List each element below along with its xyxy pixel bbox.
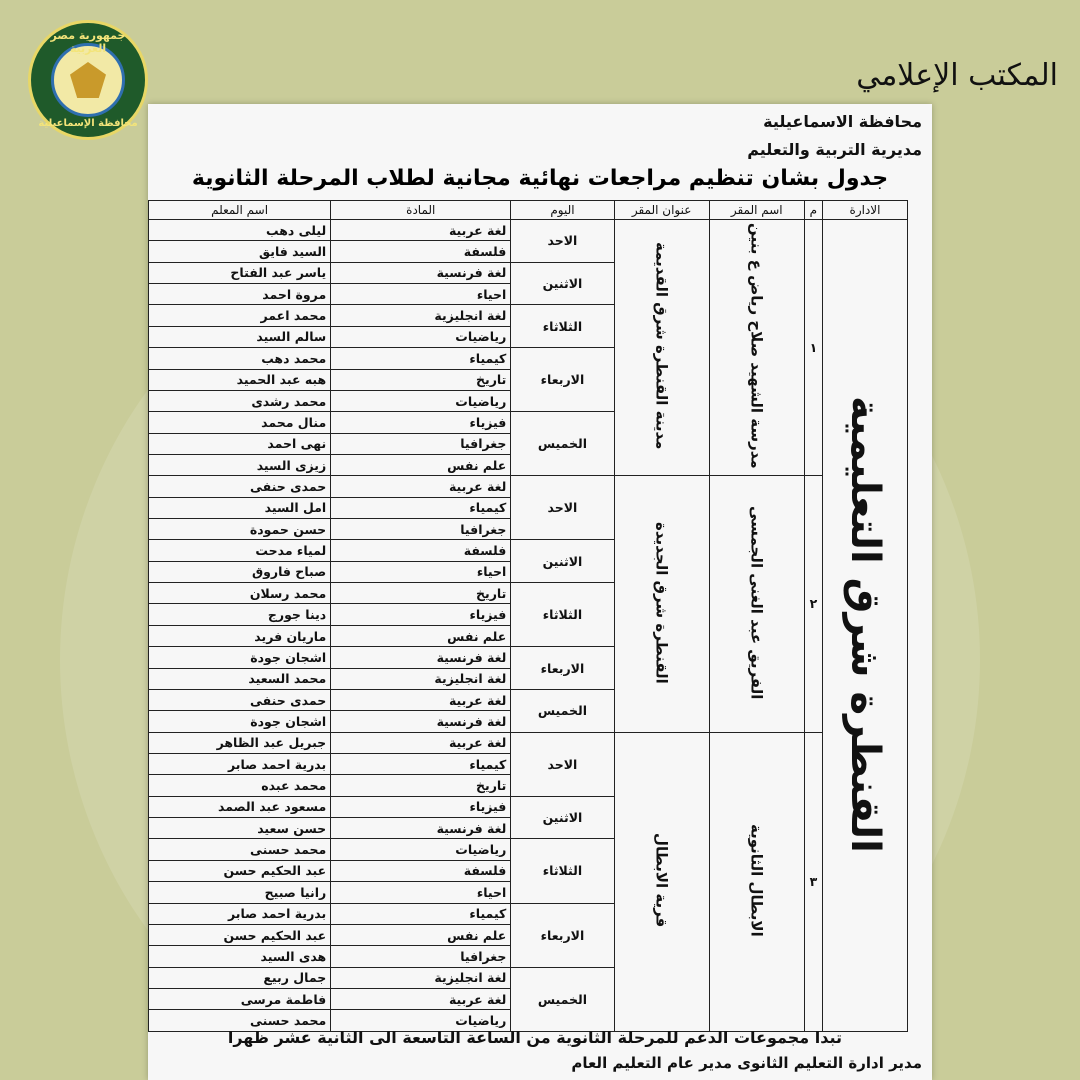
- site-address: القنطرة شرق الجديدة: [652, 521, 671, 684]
- subject-cell: رياضيات: [331, 1010, 511, 1032]
- teacher-cell: حسن سعيد: [149, 818, 331, 839]
- eagle-icon: [70, 62, 106, 98]
- teacher-cell: محمد السعيد: [149, 668, 331, 689]
- site-number-cell: [804, 476, 822, 732]
- table-row: [149, 476, 908, 497]
- day-cell: الثلاثاء: [511, 305, 614, 348]
- subject-cell: علم نفس: [331, 924, 511, 945]
- teacher-cell: فاطمة مرسى: [149, 988, 331, 1009]
- admin-name: القنطرة شرق التعليمية: [842, 395, 888, 853]
- subject-cell: تاريخ: [331, 369, 511, 390]
- subject-cell: لغة عربية: [331, 476, 511, 497]
- subject-cell: لغة انجليزية: [331, 668, 511, 689]
- site-name-cell: [709, 220, 804, 476]
- teacher-cell: حمدى حنفى: [149, 689, 331, 710]
- subject-cell: تاريخ: [331, 583, 511, 604]
- admin-cell: [823, 220, 908, 1032]
- subject-cell: تاريخ: [331, 775, 511, 796]
- day-cell: الاحد: [511, 476, 614, 540]
- subject-cell: فلسفة: [331, 241, 511, 262]
- governorate-logo: [28, 20, 148, 140]
- site-name-cell: [709, 476, 804, 732]
- governorate-heading: محافظة الاسماعيلية: [763, 112, 922, 131]
- subject-cell: فيزياء: [331, 412, 511, 433]
- subject-cell: لغة فرنسية: [331, 262, 511, 283]
- subject-cell: فلسفة: [331, 540, 511, 561]
- day-cell: الاثنين: [511, 540, 614, 583]
- table-header-row: [149, 201, 908, 220]
- subject-cell: لغة انجليزية: [331, 305, 511, 326]
- subject-cell: احياء: [331, 284, 511, 305]
- subject-cell: فلسفة: [331, 860, 511, 881]
- day-cell: الاربعاء: [511, 348, 614, 412]
- day-cell: الثلاثاء: [511, 583, 614, 647]
- subject-cell: لغة عربية: [331, 220, 511, 241]
- teacher-cell: ياسر عبد الفتاح: [149, 262, 331, 283]
- teacher-cell: لمياء مدحت: [149, 540, 331, 561]
- subject-cell: رياضيات: [331, 390, 511, 411]
- teacher-cell: امل السيد: [149, 497, 331, 518]
- day-cell: الاثنين: [511, 262, 614, 305]
- teacher-cell: السيد فايق: [149, 241, 331, 262]
- teacher-cell: بدرية احمد صابر: [149, 903, 331, 924]
- teacher-cell: نهى احمد: [149, 433, 331, 454]
- subject-cell: كيمياء: [331, 348, 511, 369]
- teacher-cell: مروة احمد: [149, 284, 331, 305]
- day-cell: الاحد: [511, 220, 614, 263]
- subject-cell: لغة عربية: [331, 689, 511, 710]
- teacher-cell: اشجان جودة: [149, 711, 331, 732]
- subject-cell: رياضيات: [331, 839, 511, 860]
- directorate-heading: مديرية التربية والتعليم: [747, 140, 922, 159]
- teacher-cell: محمد رشدى: [149, 390, 331, 411]
- site-name: الابطال الثانوية: [747, 823, 766, 937]
- teacher-cell: جبريل عبد الظاهر: [149, 732, 331, 753]
- media-office-label: المكتب الإعلامي: [856, 58, 1058, 93]
- teacher-cell: اشجان جودة: [149, 647, 331, 668]
- header-admin: الادارة: [823, 201, 908, 220]
- site-address: قرية الابطال: [652, 833, 671, 928]
- site-address-cell: [614, 732, 709, 1031]
- subject-cell: علم نفس: [331, 625, 511, 646]
- site-number: ١: [809, 340, 818, 356]
- teacher-cell: سالم السيد: [149, 326, 331, 347]
- teacher-cell: بدرية احمد صابر: [149, 753, 331, 774]
- header-teacher: اسم المعلم: [149, 201, 331, 220]
- teacher-cell: ليلى دهب: [149, 220, 331, 241]
- site-number: ٣: [809, 874, 818, 890]
- header-subject: المادة: [331, 201, 511, 220]
- subject-cell: لغة عربية: [331, 988, 511, 1009]
- subject-cell: كيمياء: [331, 497, 511, 518]
- site-name: الفريق عبد الغنى الجمسى: [747, 505, 766, 700]
- subject-cell: علم نفس: [331, 454, 511, 475]
- site-address-cell: [614, 476, 709, 732]
- logo-text-top: جمهورية مصر العربية: [50, 29, 126, 55]
- teacher-cell: دينا جورج: [149, 604, 331, 625]
- table-row: [149, 732, 908, 753]
- teacher-cell: جمال ربيع: [149, 967, 331, 988]
- subject-cell: لغة انجليزية: [331, 967, 511, 988]
- schedule-document: [148, 104, 932, 1080]
- signature-line: مدير ادارة التعليم الثانوى مدير عام التعليم العام: [571, 1054, 922, 1072]
- teacher-cell: حسن حمودة: [149, 519, 331, 540]
- logo-text-bottom: محافظة الإسماعيلية: [38, 118, 138, 129]
- subject-cell: لغة عربية: [331, 732, 511, 753]
- day-cell: الاربعاء: [511, 903, 614, 967]
- teacher-cell: محمد دهب: [149, 348, 331, 369]
- header-site: اسم المقر: [709, 201, 804, 220]
- table-row: [149, 220, 908, 241]
- day-cell: الخميس: [511, 412, 614, 476]
- subject-cell: رياضيات: [331, 326, 511, 347]
- day-cell: الاربعاء: [511, 647, 614, 690]
- footer-note: تبدا مجموعات الدعم للمرحلة الثانوية من الساعة التاسعة الى الثانية عشر ظهرا: [227, 1028, 842, 1047]
- teacher-cell: محمد حسنى: [149, 1010, 331, 1032]
- teacher-cell: صباح فاروق: [149, 561, 331, 582]
- teacher-cell: حمدى حنفى: [149, 476, 331, 497]
- teacher-cell: محمد حسنى: [149, 839, 331, 860]
- teacher-cell: محمد رسلان: [149, 583, 331, 604]
- subject-cell: احياء: [331, 882, 511, 903]
- teacher-cell: محمد عبده: [149, 775, 331, 796]
- teacher-cell: رانيا صبيح: [149, 882, 331, 903]
- day-cell: الخميس: [511, 967, 614, 1031]
- teacher-cell: زيزى السيد: [149, 454, 331, 475]
- subject-cell: كيمياء: [331, 753, 511, 774]
- site-name: مدرسة الشهيد صلاح رياض ع بنين: [747, 223, 766, 469]
- teacher-cell: منال محمد: [149, 412, 331, 433]
- subject-cell: فيزياء: [331, 604, 511, 625]
- teacher-cell: عبد الحكيم حسن: [149, 924, 331, 945]
- subject-cell: لغة فرنسية: [331, 711, 511, 732]
- teacher-cell: مسعود عبد الصمد: [149, 796, 331, 817]
- teacher-cell: عبد الحكيم حسن: [149, 860, 331, 881]
- subject-cell: احياء: [331, 561, 511, 582]
- subject-cell: فيزياء: [331, 796, 511, 817]
- site-number-cell: [804, 220, 822, 476]
- header-address: عنوان المقر: [614, 201, 709, 220]
- subject-cell: لغة فرنسية: [331, 647, 511, 668]
- header-num: م: [804, 201, 822, 220]
- teacher-cell: هبه عبد الحميد: [149, 369, 331, 390]
- day-cell: الاحد: [511, 732, 614, 796]
- table-body: [149, 220, 908, 1032]
- schedule-table: [148, 200, 908, 1032]
- day-cell: الخميس: [511, 689, 614, 732]
- header-day: اليوم: [511, 201, 614, 220]
- teacher-cell: ماريان فريد: [149, 625, 331, 646]
- subject-cell: لغة فرنسية: [331, 818, 511, 839]
- subject-cell: جغرافيا: [331, 519, 511, 540]
- day-cell: الاثنين: [511, 796, 614, 839]
- site-address: مدينة القنطرة شرق القديمة: [652, 242, 671, 450]
- subject-cell: جغرافيا: [331, 946, 511, 967]
- document-title: جدول بشان تنظيم مراجعات نهائية مجانية لطلاب المرحلة الثانوية: [191, 166, 889, 191]
- subject-cell: جغرافيا: [331, 433, 511, 454]
- site-name-cell: [709, 732, 804, 1031]
- site-number: ٢: [809, 596, 818, 612]
- site-number-cell: [804, 732, 822, 1031]
- subject-cell: كيمياء: [331, 903, 511, 924]
- day-cell: الثلاثاء: [511, 839, 614, 903]
- site-address-cell: [614, 220, 709, 476]
- teacher-cell: محمد اعمر: [149, 305, 331, 326]
- teacher-cell: هدى السيد: [149, 946, 331, 967]
